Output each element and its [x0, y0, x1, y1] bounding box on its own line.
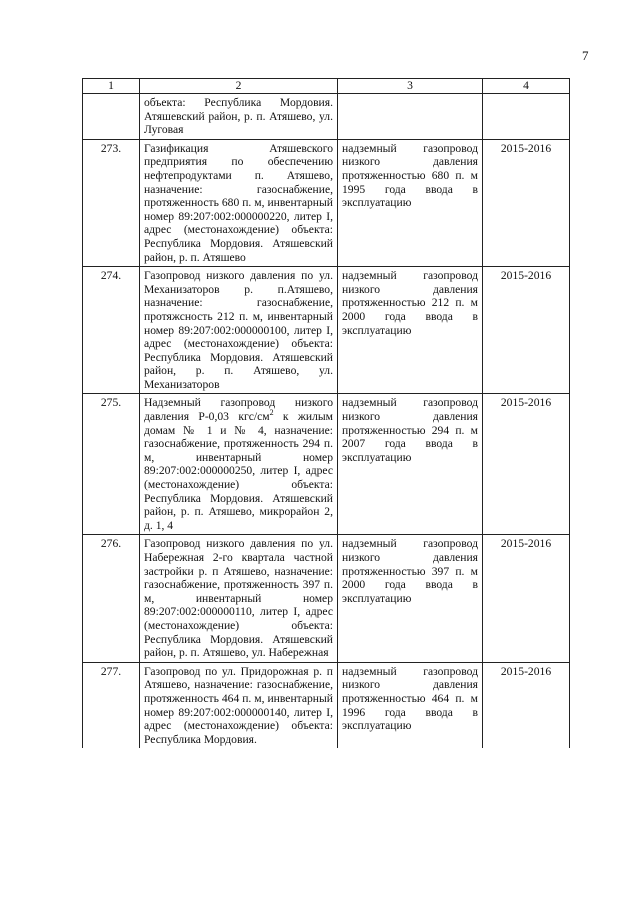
table-row	[83, 662, 570, 748]
row-number: 273.	[83, 139, 140, 266]
object-description	[140, 394, 338, 535]
description-text: к жилым домам № 1 и № 4, назначение: газоснабжение, протяженность 294 п. м, инвентарный номер 89:207:002:000000250, литер I, адрес (местонахождение) объекта: Республика Мордовия. Атяшевский район, р. п. Атяшево, микрорайон 2, д. 1, 4	[144, 410, 334, 532]
object-description: Газопровод по ул. Придорожная р. п Атяшево, назначение: газоснабжение, протяженность 464 п. м, инвентарный номер 89:207:002:000000140, литер I, адрес (местонахождение) объекта: Республика Мордовия.	[140, 662, 338, 748]
row-number	[83, 94, 140, 140]
page-number: 7	[582, 48, 589, 63]
row-number: 275.	[83, 394, 140, 535]
period: 2015-2016	[483, 662, 570, 748]
object-specification: надземный газопровод низкого давления протяженностью 397 п. м 2000 года ввода в эксплуатацию	[338, 535, 483, 662]
row-number: 276.	[83, 535, 140, 662]
object-specification: надземный газопровод низкого давления протяженностью 294 п. м 2007 года ввода в эксплуатацию	[338, 394, 483, 535]
header-col-3: 3	[338, 79, 483, 94]
property-table	[82, 78, 570, 748]
header-col-2: 2	[140, 79, 338, 94]
header-col-1: 1	[83, 79, 140, 94]
object-specification: надземный газопровод низкого давления протяженностью 464 п. м 1996 года ввода в эксплуатацию	[338, 662, 483, 748]
row-number: 277.	[83, 662, 140, 748]
header-col-4: 4	[483, 79, 570, 94]
period: 2015-2016	[483, 394, 570, 535]
table-row	[83, 139, 570, 266]
object-description: Газификация Атяшевского предприятия по обеспечению нефтепродуктами п. Атяшево, назначение: газоснабжение, протяженность 680 п. м, инвентарный номер 89:207:002:000000220, литер I, адрес (местонахождение) объекта: Республика Мордовия. Атяшевский район, р. п. Атяшево	[140, 139, 338, 266]
table-row	[83, 394, 570, 535]
table-row	[83, 267, 570, 394]
object-description: Газопровод низкого давления по ул. Механизаторов р. п.Атяшево, назначение: газоснабжение, протяжсность 212 п. м, инвентарный номер 89:207:002:000000100, литер I, адрес (местонахождение) объекта: Республика Мордовия. Атяшевский район, р. п. Атяшево, ул. Механизаторов	[140, 267, 338, 394]
period: 2015-2016	[483, 535, 570, 662]
period: 2015-2016	[483, 139, 570, 266]
table-row	[83, 535, 570, 662]
row-number: 274.	[83, 267, 140, 394]
object-specification: надземный газопровод низкого давления протяженностью 212 п. м 2000 года ввода в эксплуатацию	[338, 267, 483, 394]
object-description: Газопровод низкого давления по ул. Набережная 2-го квартала частной застройки р. п Атяшево, назначение: газоснабжение, протяженность 397 п. м, инвентарный номер 89:207:002:000000110, литер I, адрес (местонахождение) объекта: Республика Мордовия. Атяшевский район, р. п. Атяшево, ул. Набережная	[140, 535, 338, 662]
table-row-continuation	[83, 94, 570, 140]
object-specification	[338, 94, 483, 140]
unit-superscript: 2	[269, 408, 274, 418]
object-specification: надземный газопровод низкого давления протяженностью 680 п. м 1995 года ввода в эксплуатацию	[338, 139, 483, 266]
period	[483, 94, 570, 140]
object-description: объекта: Республика Мордовия. Атяшевский район, р. п. Атяшево, ул. Луговая	[140, 94, 338, 140]
table-header-row	[83, 79, 570, 94]
description-text: Надземный газопровод низкого давления Р-0,03 кгс/см	[144, 396, 333, 424]
period: 2015-2016	[483, 267, 570, 394]
